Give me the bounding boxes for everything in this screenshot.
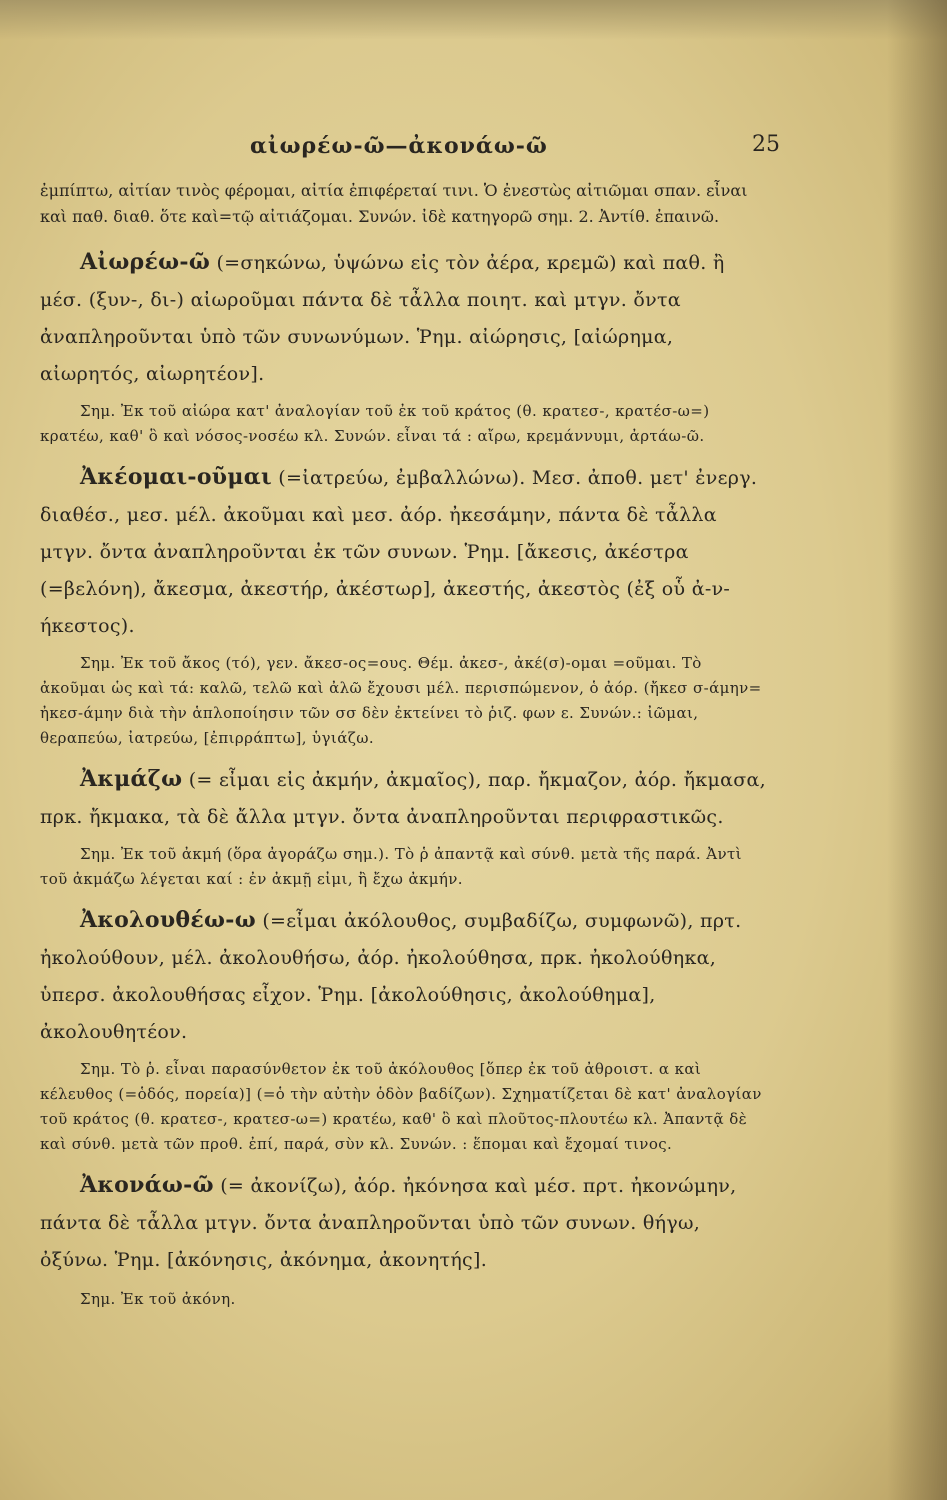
- entry-akoloutheo: [40, 902, 770, 1051]
- entry-lemma: Ἀκολουθέω-ω: [80, 907, 256, 933]
- entry-text: (=εἶμαι ἀκόλουθος, συμβαδίζω, συμφωνῶ), πρτ. ἠκολούθουν, μέλ. ἀκολουθήσω, ἀόρ. ἠκολούθησα, πρκ. ἠκολούθηκα, ὑπερσ. ἀκολουθήσας εἶχον. Ῥημ. [ἀκολούθησις, ἀκολούθημα], ἀκολουθητέον.: [40, 910, 742, 1043]
- entry-aioreo: [40, 244, 770, 393]
- intro-paragraph: ἐμπίπτω, αἰτίαν τινὸς φέρομαι, αἰτία ἐπιφέρεταί τινι. Ὁ ἐνεστὼς αἰτιῶμαι σπαν. εἶναι καὶ παθ. διαθ. ὅτε καὶ=τῷ αἰτιάζομαι. Συνών. ἰδὲ κατηγορῶ σημ. 2. Ἀντίθ. ἐπαινῶ.: [40, 181, 748, 226]
- entry-lemma: Αἰωρέω-ῶ: [80, 249, 211, 275]
- entry-note: Σημ. Ἐκ τοῦ ἀκμή (ὅρα ἀγοράζω σημ.). Τὸ ῥ ἀπαντᾷ καὶ σύνθ. μετὰ τῆς παρά. Ἀντὶ τοῦ ἀκμάζω λέγεται καί : ἐν ἀκμῇ εἰμι, ἢ ἔχω ἀκμήν.: [40, 845, 742, 888]
- entry-lemma: Ἀκέομαι-οῦμαι: [80, 464, 272, 490]
- entry-text: (=ἰατρεύω, ἐμβαλλώνω). Μεσ. ἀποθ. μετ' ἐνεργ. διαθέσ., μεσ. μέλ. ἀκοῦμαι καὶ μεσ. ἀόρ. ἠκεσάμην, πάντα δὲ τἆλλα μτγν. ὄντα ἀναπληροῦνται ἐκ τῶν συνων. Ῥημ. [ἄκεσις, ἀκέστρα (=βελόνη), ἄκεσμα, ἀκεστήρ, ἀκέστωρ], ἀκεστής, ἀκεστὸς (ἐξ οὗ ἀ-ν-ήκεστος).: [40, 467, 758, 637]
- entry-akmazo: [40, 761, 770, 836]
- running-header: [40, 130, 780, 170]
- entry-text: (=σηκώνω, ὑψώνω εἰς τὸν ἀέρα, κρεμῶ) καὶ παθ. ἢ μέσ. (ξυν-, δι-) αἰωροῦμαι πάντα δὲ τἆλλα ποιητ. καὶ μτγν. ὄντα ἀναπληροῦνται ὑπὸ τῶν συνωνύμων. Ῥημ. αἰώρησις, [αἰώρημα, αἰωρητός, αἰωρητέον].: [40, 252, 725, 385]
- entry-lemma: Ἀκμάζω: [80, 766, 183, 792]
- entry-note: Σημ. Ἐκ τοῦ ἀκόνη.: [80, 1290, 236, 1308]
- header-title: αἰωρέω-ῶ—ἀκονάω-ῶ: [250, 133, 548, 159]
- page-number: 25: [752, 132, 780, 157]
- entry-note: Σημ. Τὸ ῥ. εἶναι παρασύνθετον ἐκ τοῦ ἀκόλουθος [ὅπερ ἐκ τοῦ ἀθροιστ. α καὶ κέλευθος (=ὁδός, πορεία)] (=ὁ τὴν αὐτὴν ὁδὸν βαδίζων). Σχηματίζεται δὲ κατ' ἀναλογίαν τοῦ κράτος (θ. κρατεσ-, κρατεσ-ω=) κρατέω, καθ' ὃ καὶ πλοῦτος-πλουτέω κλ. Ἀπαντᾷ δὲ καὶ σύνθ. μετὰ τῶν προθ. ἐπί, παρά, σὺν κλ. Συνών. : ἕπομαι καὶ ἔχομαί τινος.: [40, 1060, 762, 1153]
- entry-note: Σημ. Ἐκ τοῦ ἄκος (τό), γεν. ἄκεσ-ος=ους. Θέμ. ἀκεσ-, ἀκέ(σ)-ομαι =οῦμαι. Τὸ ἀκοῦμαι ὡς καὶ τά: καλῶ, τελῶ καὶ ἀλῶ ἔχουσι μέλ. περισπώμενον, ὁ ἀόρ. (ἤκεσ σ-άμην= ἠκεσ-άμην διὰ τὴν ἁπλοποίησιν τῶν σσ δὲν ἐκτείνει τὸ ῥιζ. φων ε. Συνών.: ἰῶμαι, θεραπεύω, ἰατρεύω, [ἐπιρράπτω], ὑγιάζω.: [40, 654, 762, 747]
- entry-akeomai: [40, 459, 770, 645]
- entry-text: (= ἀκονίζω), ἀόρ. ἠκόνησα καὶ μέσ. πρτ. ἠκονώμην, πάντα δὲ τἆλλα μτγν. ὄντα ἀναπληροῦνται ὑπὸ τῶν συνων. θήγω, ὀξύνω. Ῥημ. [ἀκόνησις, ἀκόνημα, ἀκονητής].: [40, 1175, 737, 1271]
- page-text: [40, 130, 780, 1322]
- entry-note: Σημ. Ἐκ τοῦ αἰώρα κατ' ἀναλογίαν τοῦ ἐκ τοῦ κράτος (θ. κρατεσ-, κρατέσ-ω=) κρατέω, καθ' ὃ καὶ νόσος-νοσέω κλ. Συνών. εἶναι τά : αἴρω, κρεμάννυμι, ἀρτάω-ῶ.: [40, 402, 710, 445]
- entry-akonao: [40, 1167, 770, 1279]
- entry-lemma: Ἀκονάω-ῶ: [80, 1172, 214, 1198]
- entry-text: (= εἶμαι εἰς ἀκμήν, ἀκμαῖος), παρ. ἤκμαζον, ἀόρ. ἤκμασα, πρκ. ἤκμακα, τὰ δὲ ἄλλα μτγν. ὄντα ἀναπληροῦνται περιφραστικῶς.: [40, 769, 766, 828]
